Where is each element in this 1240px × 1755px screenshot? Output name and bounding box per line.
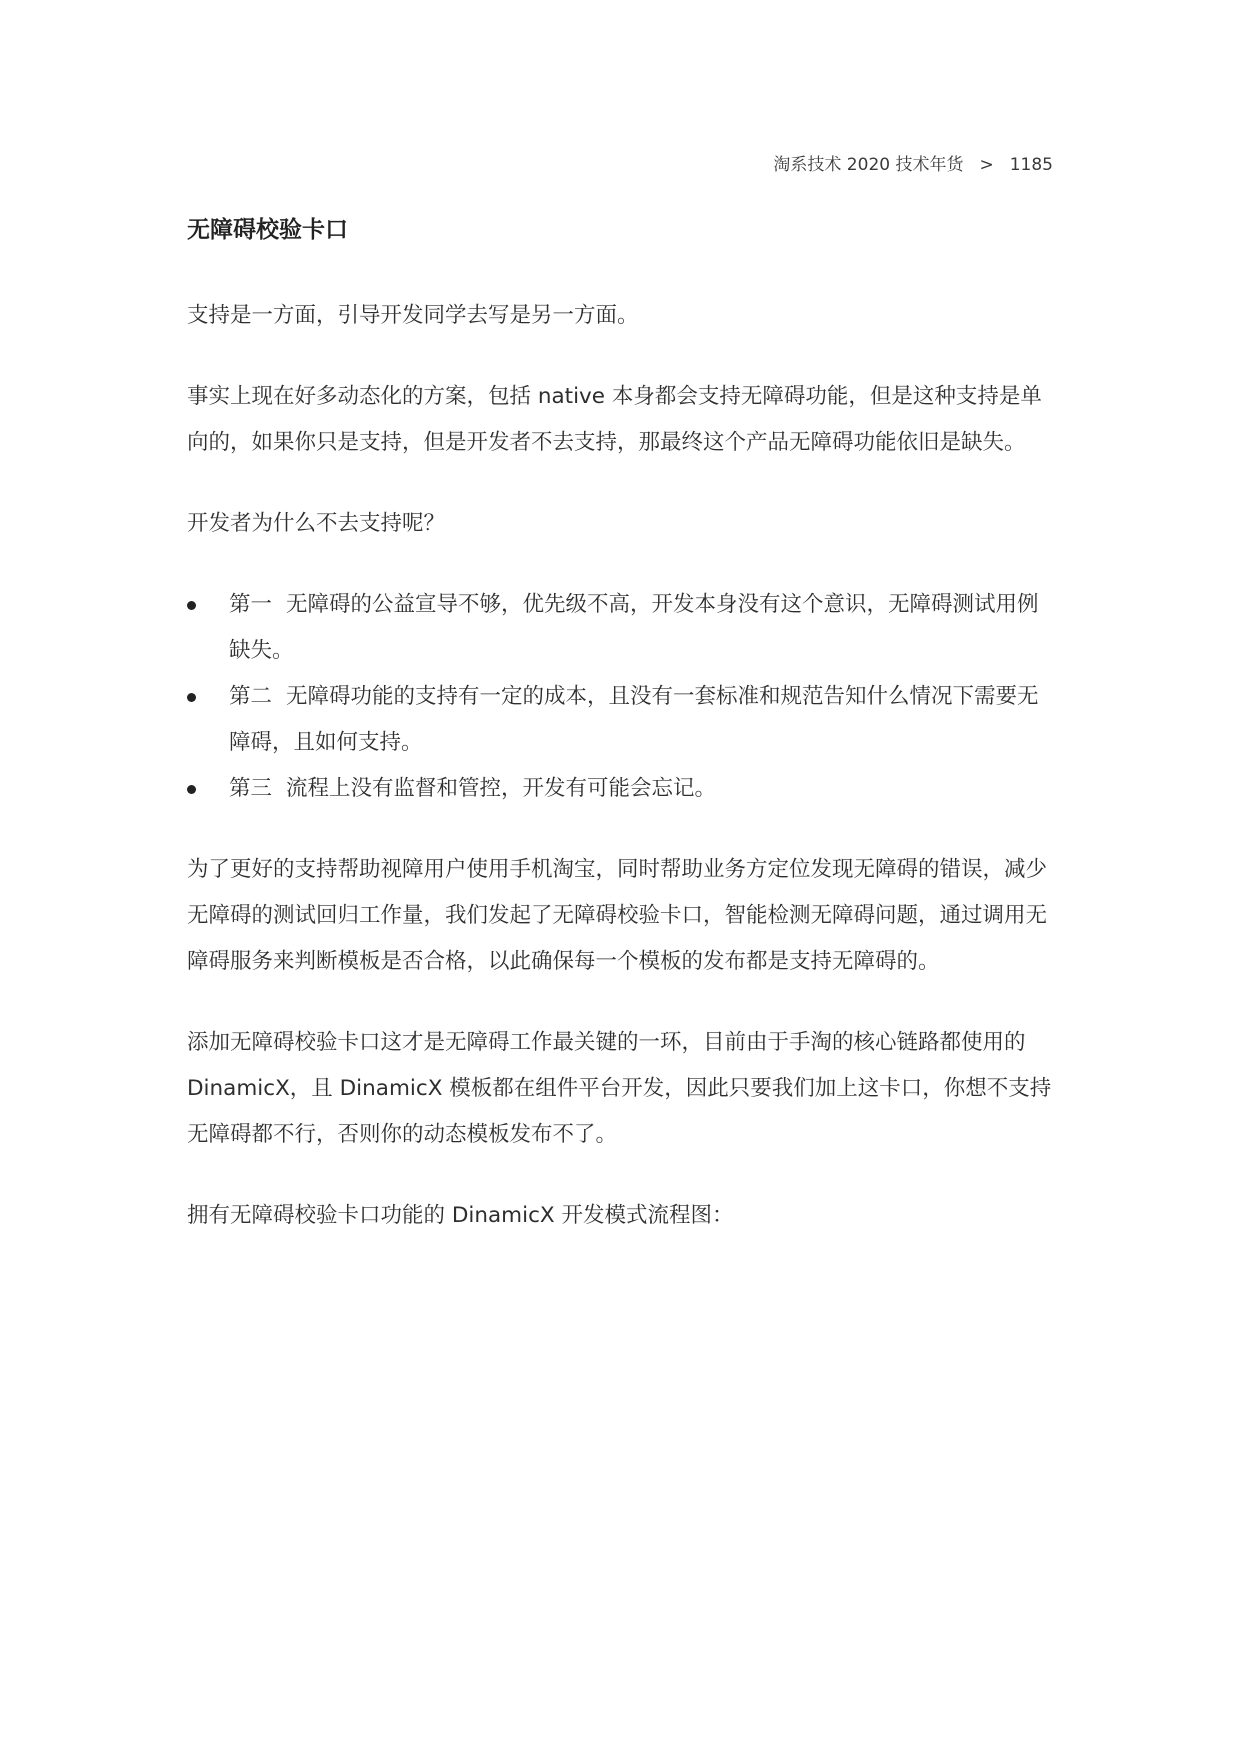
paragraph-checkpoint-purpose: 为了更好的支持帮助视障用户使用手机淘宝，同时帮助业务方定位发现无障碍的错误，减少无障碍的测试回归工作量，我们发起了无障碍校验卡口，智能检测无障碍问题，通过调用无障碍服务来判断模板是否合格，以此确保每一个模板的发布都是支持无障碍的。: [187, 857, 1048, 974]
page-header: [773, 150, 1053, 175]
list-item: [187, 766, 1053, 812]
paragraph-flowchart-intro: 拥有无障碍校验卡口功能的 DinamicX 开发模式流程图：: [187, 1203, 734, 1228]
bullet-icon: [187, 693, 196, 702]
reasons-list: [187, 582, 1053, 812]
page-content: [187, 210, 1053, 1239]
list-item-text: 流程上没有监督和管控，开发有可能会忘记。: [286, 776, 717, 801]
section-heading: 无障碍校验卡口: [187, 217, 348, 243]
list-item-label: 第三: [229, 776, 273, 801]
paragraph-intro: 支持是一方面，引导开发同学去写是另一方面。: [187, 303, 639, 328]
header-separator: >: [979, 155, 994, 175]
paragraph-checkpoint-importance: 添加无障碍校验卡口这才是无障碍工作最关键的一环，目前由于手淘的核心链路都使用的 DinamicX，且 DinamicX 模板都在组件平台开发，因此只要我们加上这卡口，你想不支持无障碍都不行，否则你的动态模板发布不了。: [187, 1030, 1052, 1147]
bullet-icon: [187, 601, 196, 610]
list-item-text: 无障碍功能的支持有一定的成本，且没有一套标准和规范告知什么情况下需要无障碍，且如何支持。: [229, 684, 1039, 755]
list-item: [187, 674, 1053, 766]
list-item: [187, 582, 1053, 674]
bullet-icon: [187, 785, 196, 794]
list-item-text: 无障碍的公益宣导不够，优先级不高，开发本身没有这个意识，无障碍测试用例缺失。: [229, 592, 1039, 663]
page-number: 1185: [1009, 155, 1053, 175]
paragraph-question: 开发者为什么不去支持呢？: [187, 511, 446, 536]
paragraph-dynamic-solutions: 事实上现在好多动态化的方案，包括 native 本身都会支持无障碍功能，但是这种支持是单向的，如果你只是支持，但是开发者不去支持，那最终这个产品无障碍功能依旧是缺失。: [187, 384, 1042, 455]
header-title: 淘系技术 2020 技术年货: [773, 155, 964, 175]
list-item-label: 第一: [229, 592, 273, 617]
list-item-label: 第二: [229, 684, 273, 709]
